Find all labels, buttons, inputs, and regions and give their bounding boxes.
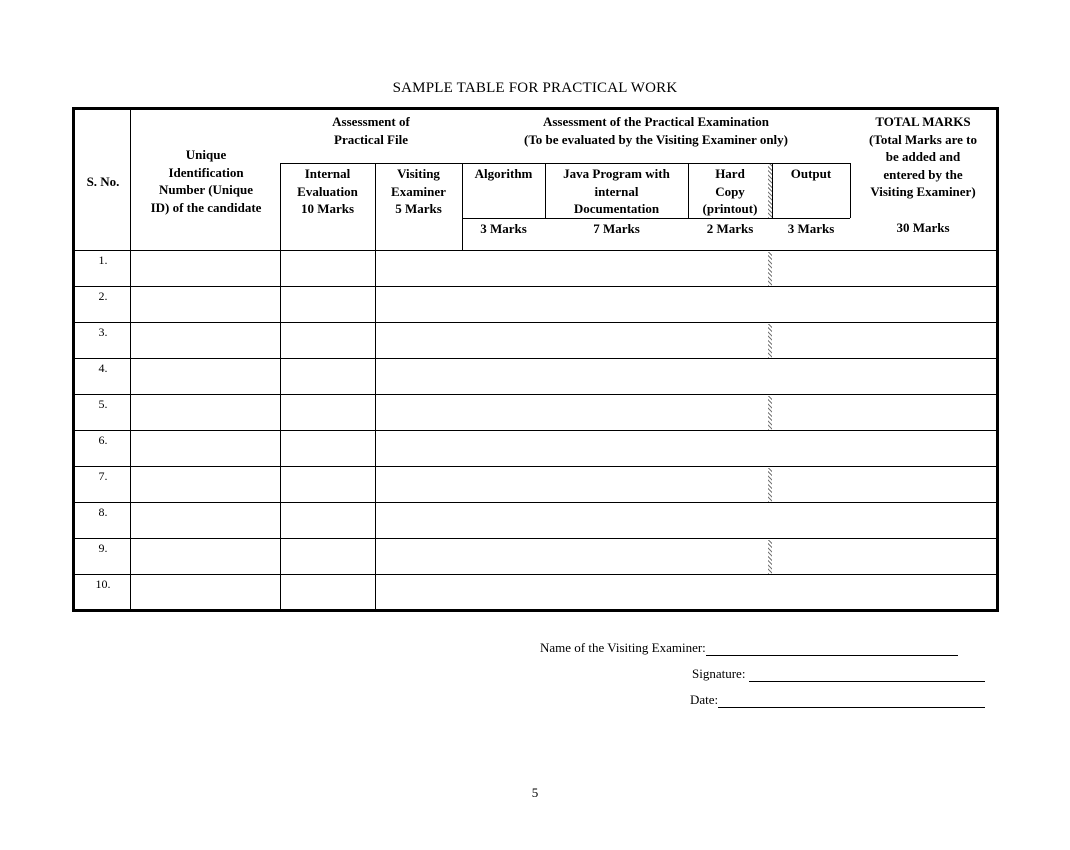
- marks-algorithm: 3 Marks: [480, 221, 527, 236]
- header-hardcopy: [688, 165, 772, 218]
- row-line: [75, 358, 996, 359]
- header-hardcopy-line: Hard: [715, 166, 745, 181]
- row-line: [75, 538, 996, 539]
- header-java: [545, 165, 688, 218]
- signature-label: Signature:: [692, 666, 746, 681]
- header-total-line: Visiting Examiner): [870, 184, 976, 199]
- page-title: SAMPLE TABLE FOR PRACTICAL WORK: [392, 80, 678, 96]
- row-number: 7.: [98, 469, 108, 483]
- marks-java: 7 Marks: [593, 221, 640, 236]
- header-total: [850, 113, 996, 201]
- header-practical-exam: [462, 113, 850, 148]
- header-divider-top: [280, 163, 850, 164]
- hatch-row-3: [768, 324, 772, 358]
- signature-field: [692, 666, 985, 682]
- row-number: 5.: [98, 397, 108, 411]
- header-java-line: Documentation: [573, 201, 660, 216]
- row-number: 8.: [98, 505, 108, 519]
- header-uid: [131, 146, 281, 216]
- row-line: [75, 394, 996, 395]
- examiner-name-field: [540, 640, 958, 656]
- header-uid-line: Number (Unique: [158, 182, 254, 197]
- header-uid-line: ID) of the candidate: [150, 199, 262, 215]
- header-visiting-line: 5 Marks: [395, 201, 442, 216]
- header-java-line: internal: [594, 183, 639, 199]
- row-number: 6.: [98, 433, 108, 447]
- header-visiting-line: Visiting: [397, 166, 440, 181]
- header-visiting-line: Examiner: [391, 183, 446, 199]
- header-bottom-line: [75, 250, 996, 251]
- header-internal-line: Evaluation: [297, 183, 358, 199]
- header-algorithm: Algorithm: [474, 166, 533, 181]
- header-internal-line: 10 Marks: [300, 201, 355, 216]
- header-uid-line: Identification: [168, 164, 244, 180]
- header-uid-line: Unique: [185, 147, 227, 162]
- date-field: [690, 692, 985, 708]
- examiner-name-line: [706, 643, 958, 656]
- header-practical-file: [280, 113, 462, 148]
- header-visiting: [375, 165, 462, 218]
- row-number: 4.: [98, 361, 108, 375]
- marks-total: 30 Marks: [896, 220, 950, 235]
- header-practical-exam-line: (To be evaluated by the Visiting Examiner only): [524, 131, 788, 147]
- page-number: 5: [531, 785, 539, 800]
- marks-hardcopy: 2 Marks: [706, 221, 754, 236]
- row-number: 3.: [98, 325, 108, 339]
- row-line: [75, 322, 996, 323]
- header-hardcopy-line: (printout): [702, 201, 758, 216]
- practical-work-table: [72, 107, 999, 612]
- row-number: 10.: [95, 577, 111, 591]
- hatch-row-9: [768, 540, 772, 574]
- header-hardcopy-line: Copy: [715, 183, 745, 199]
- hatch-row-5: [768, 396, 772, 430]
- row-line: [75, 430, 996, 431]
- row-line: [75, 502, 996, 503]
- header-divider-marks: [462, 218, 850, 219]
- header-practical-file-line: Practical File: [334, 131, 408, 147]
- header-total-line: be added and: [885, 149, 961, 164]
- signature-line: [749, 669, 985, 682]
- header-internal: [280, 165, 375, 218]
- header-total-line: entered by the: [883, 166, 963, 182]
- row-line: [75, 466, 996, 467]
- row-line: [75, 574, 996, 575]
- date-label: Date:: [690, 692, 719, 707]
- row-number: 2.: [98, 289, 108, 303]
- marks-output: 3 Marks: [787, 221, 835, 236]
- row-number: 1.: [98, 253, 108, 267]
- header-practical-file-line: Assessment of: [332, 114, 410, 129]
- hatch-row-1: [768, 252, 772, 286]
- row-number: 9.: [98, 541, 108, 555]
- header-practical-exam-line: Assessment of the Practical Examination: [542, 114, 770, 129]
- header-total-line: (Total Marks are to: [869, 131, 977, 147]
- header-java-line: Java Program with: [563, 166, 670, 181]
- col-divider-internal: [375, 163, 376, 609]
- header-internal-line: Internal: [304, 166, 351, 181]
- examiner-name-label: Name of the Visiting Examiner:: [540, 640, 706, 655]
- date-line: [718, 695, 985, 708]
- header-sno: S. No.: [86, 174, 120, 189]
- header-total-line: TOTAL MARKS: [875, 114, 971, 129]
- header-output: Output: [790, 166, 832, 181]
- row-line: [75, 286, 996, 287]
- hatch-row-7: [768, 468, 772, 502]
